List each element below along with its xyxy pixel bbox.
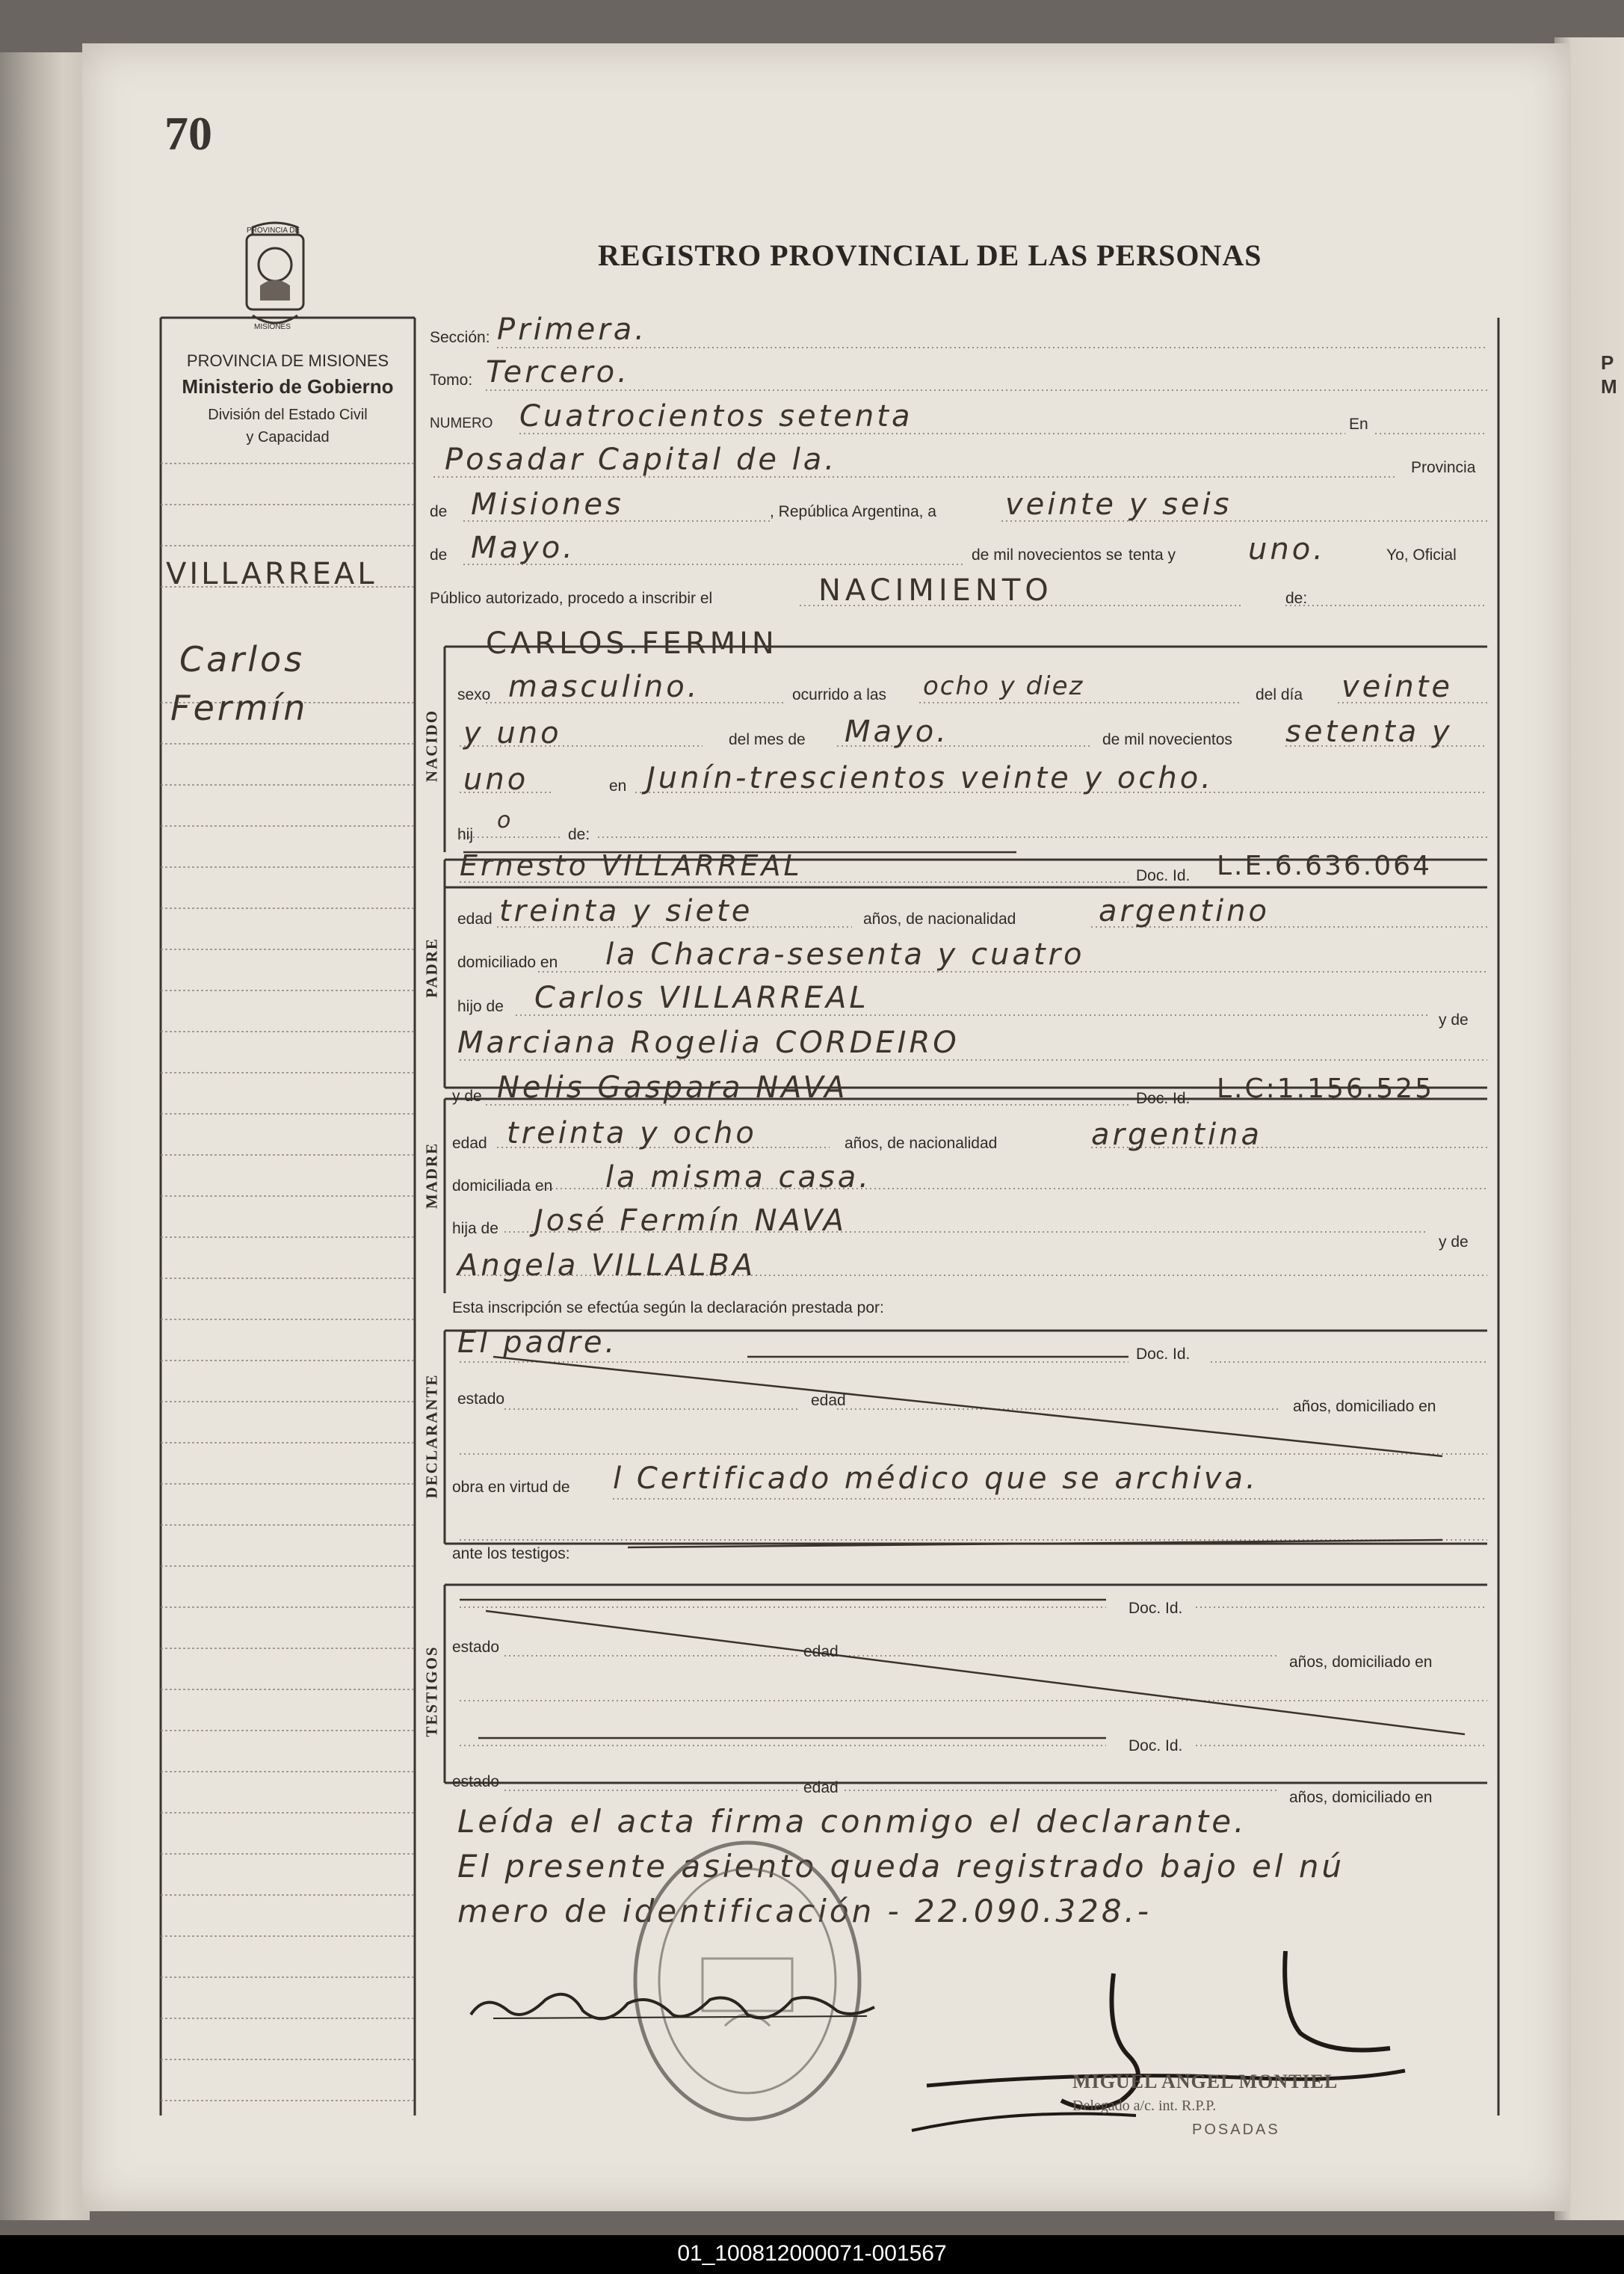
maternal-grandmother-value: Angela VILLALBA (457, 1248, 756, 1283)
father-y-de-label: y de (1439, 1011, 1469, 1029)
declarante-edad-label: edad (811, 1392, 846, 1409)
tomo-label: Tomo: (430, 372, 473, 389)
declarante-estado-label: estado (457, 1390, 505, 1408)
father-doc-label: Doc. Id. (1136, 867, 1191, 884)
declarante-value: El padre. (457, 1325, 618, 1360)
father-edad-value: treinta y siete (499, 894, 753, 928)
declarante-intro-label: Esta inscripción se efectúa según la declaración prestada por: (452, 1299, 884, 1316)
mother-y-de-label: y de (452, 1088, 482, 1105)
province-label: PROVINCIA DE MISIONES (186, 351, 389, 370)
birth-month-value: Mayo. (845, 715, 949, 749)
mother-domicilio-value: la misma casa. (605, 1160, 872, 1195)
margin-surname: VILLARREAL (166, 557, 377, 591)
scan-identifier: 01_100812000071-001567 (677, 2241, 947, 2266)
father-hijo-label: hijo de (457, 998, 504, 1015)
section-label-madre: MADRE (422, 1141, 441, 1210)
birth-year-value: setenta y (1285, 715, 1453, 749)
declarante-doc-label: Doc. Id. (1136, 1346, 1191, 1363)
section-label-testigos: TESTIGOS (422, 1645, 441, 1737)
del-mes-label: del mes de (729, 731, 806, 748)
publico-label: Público autorizado, procedo a inscribir el (430, 590, 713, 607)
mother-name-value: Nelis Gaspara NAVA (497, 1070, 848, 1105)
testigo-1-edad-label: edad (803, 1643, 839, 1660)
paternal-grandfather-value: Carlos VILLARREAL (534, 981, 869, 1015)
section-label-declarante: DECLARANTE (422, 1373, 441, 1499)
en-label: En (1349, 416, 1368, 433)
de-label-2: de (430, 546, 448, 564)
father-doc-value: L.E.6.636.064 (1217, 851, 1432, 881)
seal-text: MISIONES (254, 323, 291, 331)
mother-edad-value: treinta y ocho (507, 1116, 757, 1150)
mother-y-de-label-2: y de (1439, 1233, 1469, 1251)
declarante-anos-label: años, domiciliado en (1293, 1398, 1436, 1415)
father-anos-label: años, de nacionalidad (863, 910, 1016, 928)
closing-line-3: mero de identificación - 22.090.328.- (457, 1893, 1152, 1929)
ministry-label: Ministerio de Gobierno (182, 375, 394, 398)
hij-value: o (497, 807, 514, 834)
obra-value: l Certificado médico que se archiva. (613, 1461, 1259, 1496)
scan-footer (0, 2235, 1624, 2274)
birth-place-value: Junín-trescientos veinte y ocho. (646, 761, 1214, 795)
section-label-nacido: NACIDO (422, 709, 441, 783)
margin-given-name-2: Fermín (170, 688, 309, 728)
birth-hour-value: ocho y diez (923, 671, 1084, 701)
paternal-grandmother-value: Marciana Rogelia CORDEIRO (457, 1026, 960, 1060)
testigo-1-estado-label: estado (452, 1639, 500, 1656)
facing-page-text: P (1601, 351, 1614, 374)
maternal-grandfather-value: José Fermín NAVA (534, 1204, 847, 1238)
yo-oficial-label: Yo, Oficial (1386, 546, 1457, 564)
del-dia-label: del día (1256, 686, 1303, 703)
testigo-2-estado-label: estado (452, 1773, 500, 1790)
year-label: de mil novecientos se (972, 546, 1123, 564)
seccion-value: Primera. (497, 312, 647, 347)
year-printed-suffix: tenta y (1129, 546, 1176, 564)
testigos-intro-label: ante los testigos: (452, 1545, 570, 1562)
provincia-label: Provincia (1411, 459, 1476, 476)
de-label: de (430, 503, 448, 520)
day-value: veinte y seis (1005, 487, 1232, 522)
mother-nationality-value: argentina (1091, 1118, 1262, 1152)
testigo-2-doc-label: Doc. Id. (1129, 1737, 1183, 1754)
mother-anos-label: años, de nacionalidad (845, 1135, 998, 1152)
section-label-padre: PADRE (422, 937, 441, 998)
closing-line-1: Leída el acta firma conmigo el declarante. (457, 1803, 1247, 1840)
mother-doc-value: L.C:1.156.525 (1217, 1073, 1434, 1104)
ocurrido-label: ocurrido a las (792, 686, 887, 703)
birth-year-value-2: uno (463, 762, 529, 797)
birth-day-value-2: y uno (463, 716, 562, 751)
sexo-value: masculino. (508, 670, 700, 704)
birth-year-label: de mil novecientos (1102, 731, 1232, 748)
act-type-value: NACIMIENTO (818, 573, 1053, 608)
place-value: Posadar Capital de la. (445, 443, 838, 477)
province-value: Misiones (471, 487, 624, 522)
official-stamp-role: Delegado a/c. int. R.P.P. (1072, 2098, 1217, 2114)
numero-label: NUMERO (430, 416, 493, 431)
child-name-value: CARLOS.FERMIN (486, 626, 778, 661)
official-stamp-name: MIGUEL ANGEL MONTIEL (1072, 2071, 1339, 2092)
father-domicilio-value: la Chacra-sesenta y cuatro (605, 937, 1085, 972)
mother-hija-label: hija de (452, 1220, 498, 1237)
year-value: uno. (1248, 532, 1326, 567)
division-label: División del Estado Civil (208, 407, 368, 423)
mother-edad-label: edad (452, 1135, 487, 1152)
facing-page-text: M (1601, 375, 1617, 398)
father-edad-label: edad (457, 910, 493, 928)
testigo-2-anos-label: años, domiciliado en (1289, 1789, 1433, 1806)
hij-de-label: de: (568, 826, 590, 843)
division-label-2: y Capacidad (246, 429, 330, 446)
official-stamp-city: POSADAS (1192, 2122, 1280, 2138)
sexo-label: sexo (457, 686, 491, 703)
obra-label: obra en virtud de (452, 1479, 570, 1496)
republica-label: , República Argentina, a (770, 503, 936, 520)
tomo-value: Tercero. (486, 355, 630, 389)
hij-label: hij (457, 826, 474, 843)
closing-line-2: El presente asiento queda registrado bajo el nú (457, 1848, 1345, 1885)
mother-domicilio-label: domiciliada en (452, 1177, 553, 1195)
birth-day-value: veinte (1342, 670, 1454, 704)
father-nationality-value: argentino (1099, 894, 1270, 928)
month-value: Mayo. (471, 531, 575, 565)
testigo-1-anos-label: años, domiciliado en (1289, 1654, 1433, 1671)
declarant-signature (463, 1970, 882, 2045)
margin-given-name-1: Carlos (179, 639, 306, 680)
father-domicilio-label: domiciliado en (457, 954, 558, 971)
father-name-value: Ernesto VILLARREAL (460, 849, 803, 882)
page-number: 70 (164, 107, 212, 160)
mother-doc-label: Doc. Id. (1136, 1090, 1191, 1107)
seal-text: PROVINCIA DE (247, 227, 300, 235)
numero-value: Cuatrocientos setenta (519, 399, 913, 434)
testigo-1-doc-label: Doc. Id. (1129, 1600, 1183, 1617)
birth-place-label: en (609, 777, 627, 795)
register-title: REGISTRO PROVINCIAL DE LAS PERSONAS (598, 238, 1262, 272)
testigo-2-edad-label: edad (803, 1779, 839, 1796)
province-crest-icon (238, 218, 312, 338)
de-label-3: de: (1285, 590, 1308, 607)
seccion-label: Sección: (430, 329, 490, 346)
official-signature (867, 1944, 1435, 2145)
